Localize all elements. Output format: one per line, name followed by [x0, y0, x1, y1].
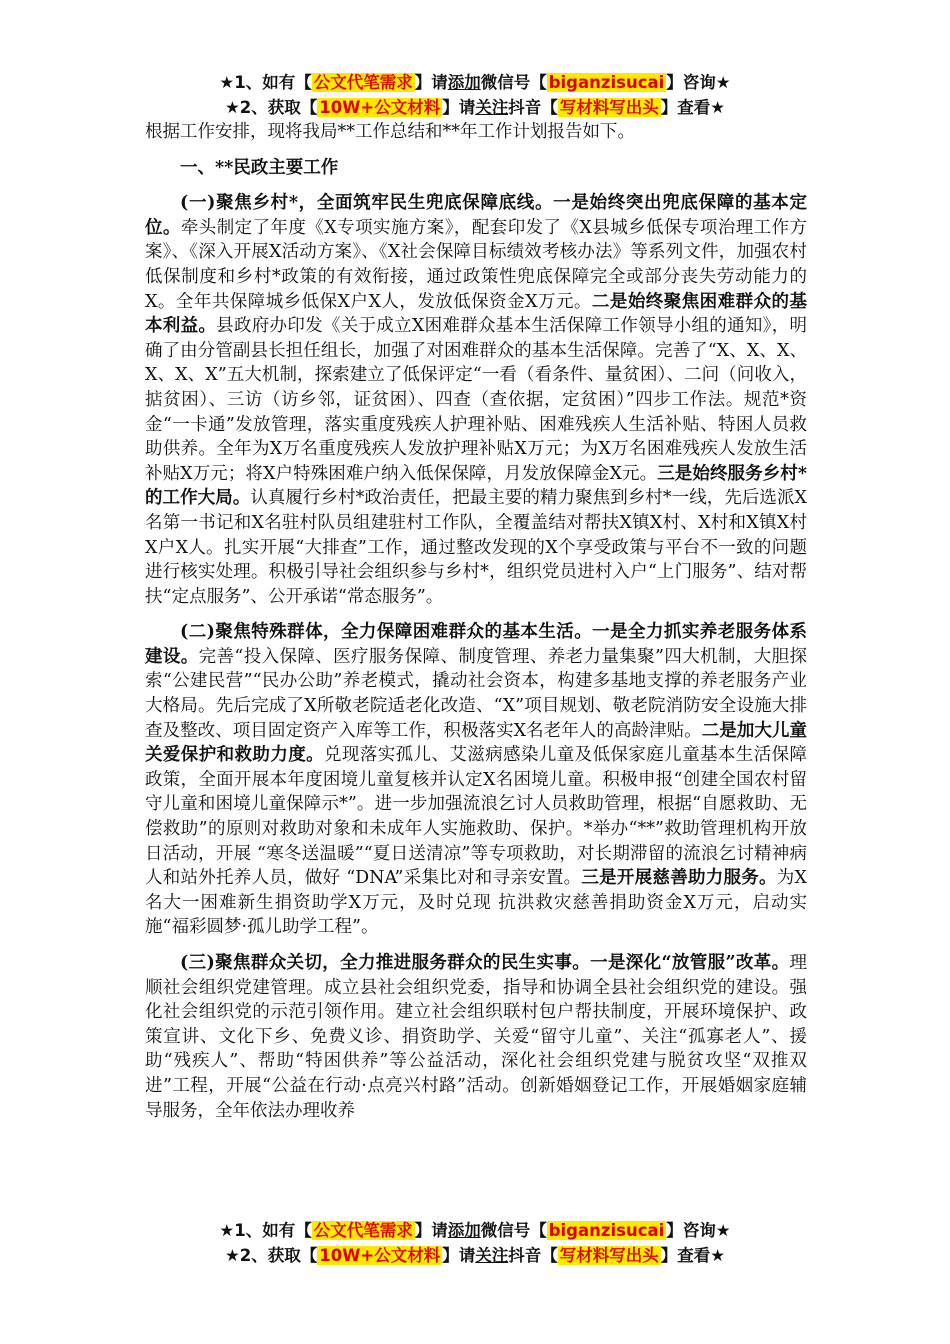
intro-paragraph: 根据工作安排，现将我局**工作总结和**年工作计划报告如下。	[145, 122, 635, 142]
paragraph-3: (三)聚焦群众关切，全力推进服务群众的民生实事。一是深化“放管服”改革。理顺社会组织党建管理。成立县社会组织党委，指导和协调全县社会组织党的建设。强化社会组织党的示范引领作用。建立社会组织联村包户帮扶制度，开展环境保护、政策宣讲、文化下乡、免费义诊、捐资助学、关爱“留守儿童”、关注“孤寡老人”、援助“残疾人”、帮助“特困供养”等公益活动，深化社会组织党建与脱贫攻坚“双推双进”工程，开展“公益在行动·点亮兴村路”活动。创新婚姻登记工作，开展婚姻家庭辅导服务，全年依法办理收养	[145, 953, 807, 1121]
paragraph-2: (二)聚焦特殊群体，全力保障困难群众的基本生活。一是全力抓实养老服务体系建设。完善“投入保障、医疗服务保障、制度管理、养老力量集聚”四大机制，大胆探索“公建民营”“民办公助”养老模式，撬动社会资本，构建多基地支撑的养老服务产业大格局。先后完成了X所敬老院适老化改造、“X”项目规划、敬老院消防安全设施大排查及整改、项目固定资产入库等工作，积极落实X名老年人的高龄津贴。二是加大儿童关爱保护和救助力度。兑现落实孤儿、艾滋病感染儿童及低保家庭儿童基本生活保障政策，全面开展本年度困境儿童复核并认定X名困境儿童。积极申报“创建全国农村留守儿童和困境儿童保障示*”。进一步加强流浪乞讨人员救助管理，根据“自愿救助、无偿救助”的原则对救助对象和未成年人实施救助、保护。*举办“**”救助管理机构开放日活动，开展 “寒冬送温暖”“夏日送清凉”等专项救助，对长期滞留的流浪乞讨精神病人和站外托养人员，做好 “DNA”采集比对和寻亲安置。三是开展慈善助力服务。为X名大一困难新生捐资助学X万元，及时兑现 抗洪救灾慈善捐助资金X万元，启动实施“福彩圆梦·孤儿助学工程”。	[145, 622, 808, 938]
banner-line-1: ★1、如有【 公文代笔需求 】请添加微信号【 biganzisucai 】咨询★	[219, 1221, 731, 1240]
banner-line-2: ★2、获取【 10W+公文材料 】请关注抖音【 写材料写出头 】查看★	[224, 98, 726, 117]
banner-line-1: ★1、如有【 公文代笔需求 】请添加微信号【 biganzisucai 】咨询★	[219, 73, 731, 92]
banner-line-2: ★2、获取【 10W+公文材料 】请关注抖音【 写材料写出头 】查看★	[224, 1246, 726, 1265]
document-body	[145, 120, 807, 1123]
top-banner	[0, 70, 950, 120]
section-heading: 一、**民政主要工作	[180, 157, 339, 178]
paragraph-1: (一)聚焦乡村*，全面筑牢民生兜底保障底线。一是始终突出兜底保障的基本定位。牵头制定了年度《X专项实施方案》，配套印发了《X县城乡低保专项治理工作方案》、《深入开展X活动方案》、《X社会保障目标绩效考核办法》等系列文件，加强农村低保制度和乡村*政策的有效衔接，通过政策性兜底保障完全或部分丧失劳动能力的X。全年共保障城乡低保X户X人，发放低保资金X万元。二是始终聚焦困难群众的基本利益。县政府办印发《关于成立X困难群众基本生活保障工作领导小组的通知》，明确了由分管副县长担任组长，加强了对困难群众的基本生活保障。完善了“X、X、X、X、X、X”五大机制，探索建立了低保评定“一看（看条件、量贫困）、二问（问收入，掂贫困）、三访（访乡邻，证贫困）、四查（查依据，定贫困）”四步工作法。规范*资金“一卡通”发放管理，落实重度残疾人护理补贴、困难残疾人生活补贴、特困人员救助供养。全年为X万名重度残疾人发放护理补贴X万元；为X万名困难残疾人发放生活补贴X万元；将X户特殊困难户纳入低保保障，月发放保障金X元。三是始终服务乡村*的工作大局。认真履行乡村*政治责任，把最主要的精力聚焦到乡村*一线，先后选派X名第一书记和X名驻村队员组建驻村工作队，全覆盖结对帮扶X镇X村、X村和X镇X村X户X人。扎实开展“大排查”工作，通过整改发现的X个享受政策与平台不一致的问题进行核实处理。积极引导社会组织参与乡村*，组织党员进村入户“上门服务”、结对帮扶“定点服务”、公开承诺“常态服务”。	[145, 193, 807, 607]
bottom-banner	[0, 1218, 950, 1268]
